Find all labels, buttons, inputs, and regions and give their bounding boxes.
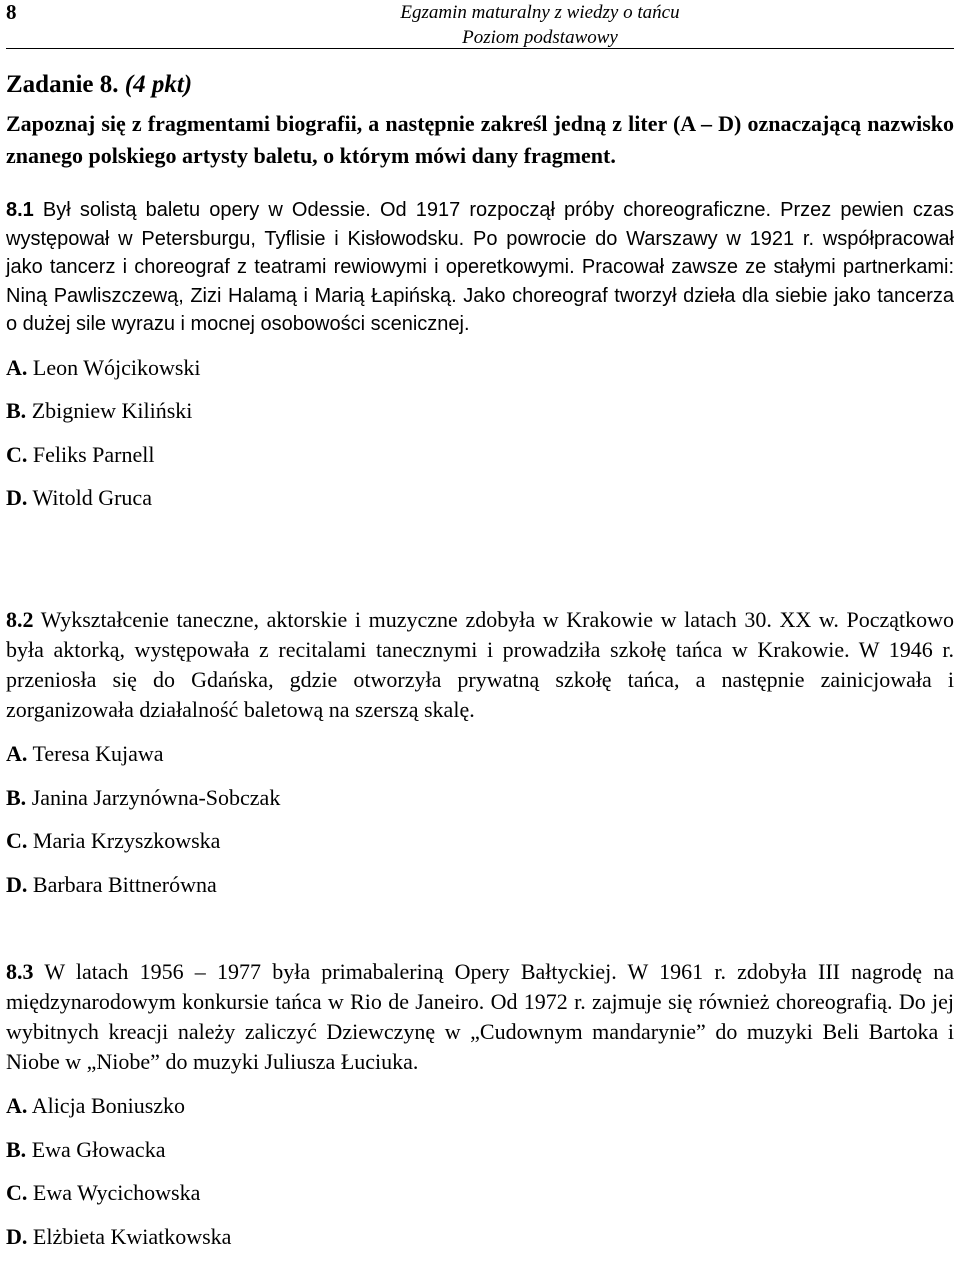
header-level: Poziom podstawowy [126, 25, 954, 50]
answer-option-d[interactable] [6, 1222, 954, 1265]
answer-option-c[interactable] [6, 826, 954, 870]
option-text: Witold Gruca [33, 485, 152, 510]
option-text: Ewa Wycichowska [33, 1180, 201, 1205]
answer-options [6, 1091, 954, 1265]
option-text: Alicja Boniuszko [32, 1093, 185, 1118]
answer-options [6, 353, 954, 527]
task-title [6, 68, 954, 102]
answer-option-b[interactable] [6, 1135, 954, 1179]
option-letter: D. [6, 872, 27, 897]
option-letter: D. [6, 1224, 27, 1249]
option-letter: C. [6, 442, 27, 467]
header-title [6, 0, 954, 50]
header-exam-name: Egzamin maturalny z wiedzy o tańcu [126, 0, 954, 25]
question-body: W latach 1956 – 1977 była primabaleriną Opery Bałtyckiej. W 1961 r. zdobyła III nagrodę na międzynarodowym konkursie tańca w Rio de Janeiro. Od 1972 r. zajmuje się również choreografią. Do jej wybitnych kreacji należy zaliczyć Dziewczynę w „Cudownym mandarynie” do muzyki Beli Bartoka i Niobe w „Niobe” do muzyki Juliusza Łuciuka. [6, 959, 954, 1074]
option-letter: B. [6, 398, 26, 423]
question-8-3 [6, 957, 954, 1265]
option-text: Elżbieta Kwiatkowska [33, 1224, 232, 1249]
question-text [6, 957, 954, 1077]
page-header [6, 0, 954, 49]
task-instruction: Zapoznaj się z fragmentami biografii, a następnie zakreśl jedną z liter (A – D) oznaczającą nazwisko znanego polskiego artysty baletu, o którym mówi dany fragment. [6, 108, 954, 172]
answer-option-b[interactable] [6, 783, 954, 827]
answer-option-d[interactable] [6, 483, 954, 527]
option-letter: A. [6, 741, 27, 766]
option-letter: A. [6, 355, 27, 380]
task-number: Zadanie 8. [6, 71, 119, 98]
option-text: Barbara Bittnerówna [33, 872, 217, 897]
task-points: (4 pkt) [125, 71, 192, 98]
option-letter: C. [6, 828, 27, 853]
question-text [6, 196, 954, 339]
answer-options [6, 739, 954, 913]
option-letter: A. [6, 1093, 27, 1118]
question-number: 8.1 [6, 199, 34, 221]
option-letter: C. [6, 1180, 27, 1205]
option-text: Teresa Kujawa [33, 741, 164, 766]
option-text: Leon Wójcikowski [33, 355, 201, 380]
answer-option-c[interactable] [6, 440, 954, 484]
task-heading [6, 68, 954, 172]
question-body: Wykształcenie taneczne, aktorskie i muzyczne zdobyła w Krakowie w latach 30. XX w. Początkowo była aktorką, występowała z recitalami tanecznymi i prowadziła szkołę tańca w Krakowie. W 1946 r. przeniosła się do Gdańska, gdzie otworzyła prywatną szkołę tańca, a następnie zainicjowała i zorganizowała działalność baletową na szerszą skalę. [6, 607, 954, 722]
answer-option-a[interactable] [6, 739, 954, 783]
answer-option-b[interactable] [6, 396, 954, 440]
page-number: 8 [6, 0, 17, 25]
question-number: 8.2 [6, 607, 34, 632]
question-body: Był solistą baletu opery w Odessie. Od 1917 rozpoczął próby choreograficzne. Przez pewien czas występował w Petersburgu, Tyflisie i Kisłowodsku. Po powrocie do Warszawy w 1921 r. współpracował jako tancerz i choreograf z teatrami rewiowymi i operetkowymi. Pracował zawsze ze stałymi partnerkami: Niną Pawliszczewą, Zizi Halamą i Marią Łapińską. Jako choreograf tworzył dzieła dla siebie jako tancerza o dużej sile wyrazu i mocnej osobowości scenicznej. [6, 199, 954, 335]
option-letter: D. [6, 485, 27, 510]
option-letter: B. [6, 1137, 26, 1162]
question-8-1 [6, 196, 954, 527]
option-text: Zbigniew Kiliński [32, 398, 193, 423]
answer-option-a[interactable] [6, 353, 954, 397]
question-8-2 [6, 605, 954, 913]
answer-option-d[interactable] [6, 870, 954, 914]
question-text [6, 605, 954, 725]
option-text: Maria Krzyszkowska [33, 828, 221, 853]
option-text: Feliks Parnell [33, 442, 155, 467]
option-text: Janina Jarzynówna-Sobczak [32, 785, 281, 810]
answer-option-a[interactable] [6, 1091, 954, 1135]
option-letter: B. [6, 785, 26, 810]
answer-option-c[interactable] [6, 1178, 954, 1222]
option-text: Ewa Głowacka [32, 1137, 166, 1162]
question-number: 8.3 [6, 959, 34, 984]
